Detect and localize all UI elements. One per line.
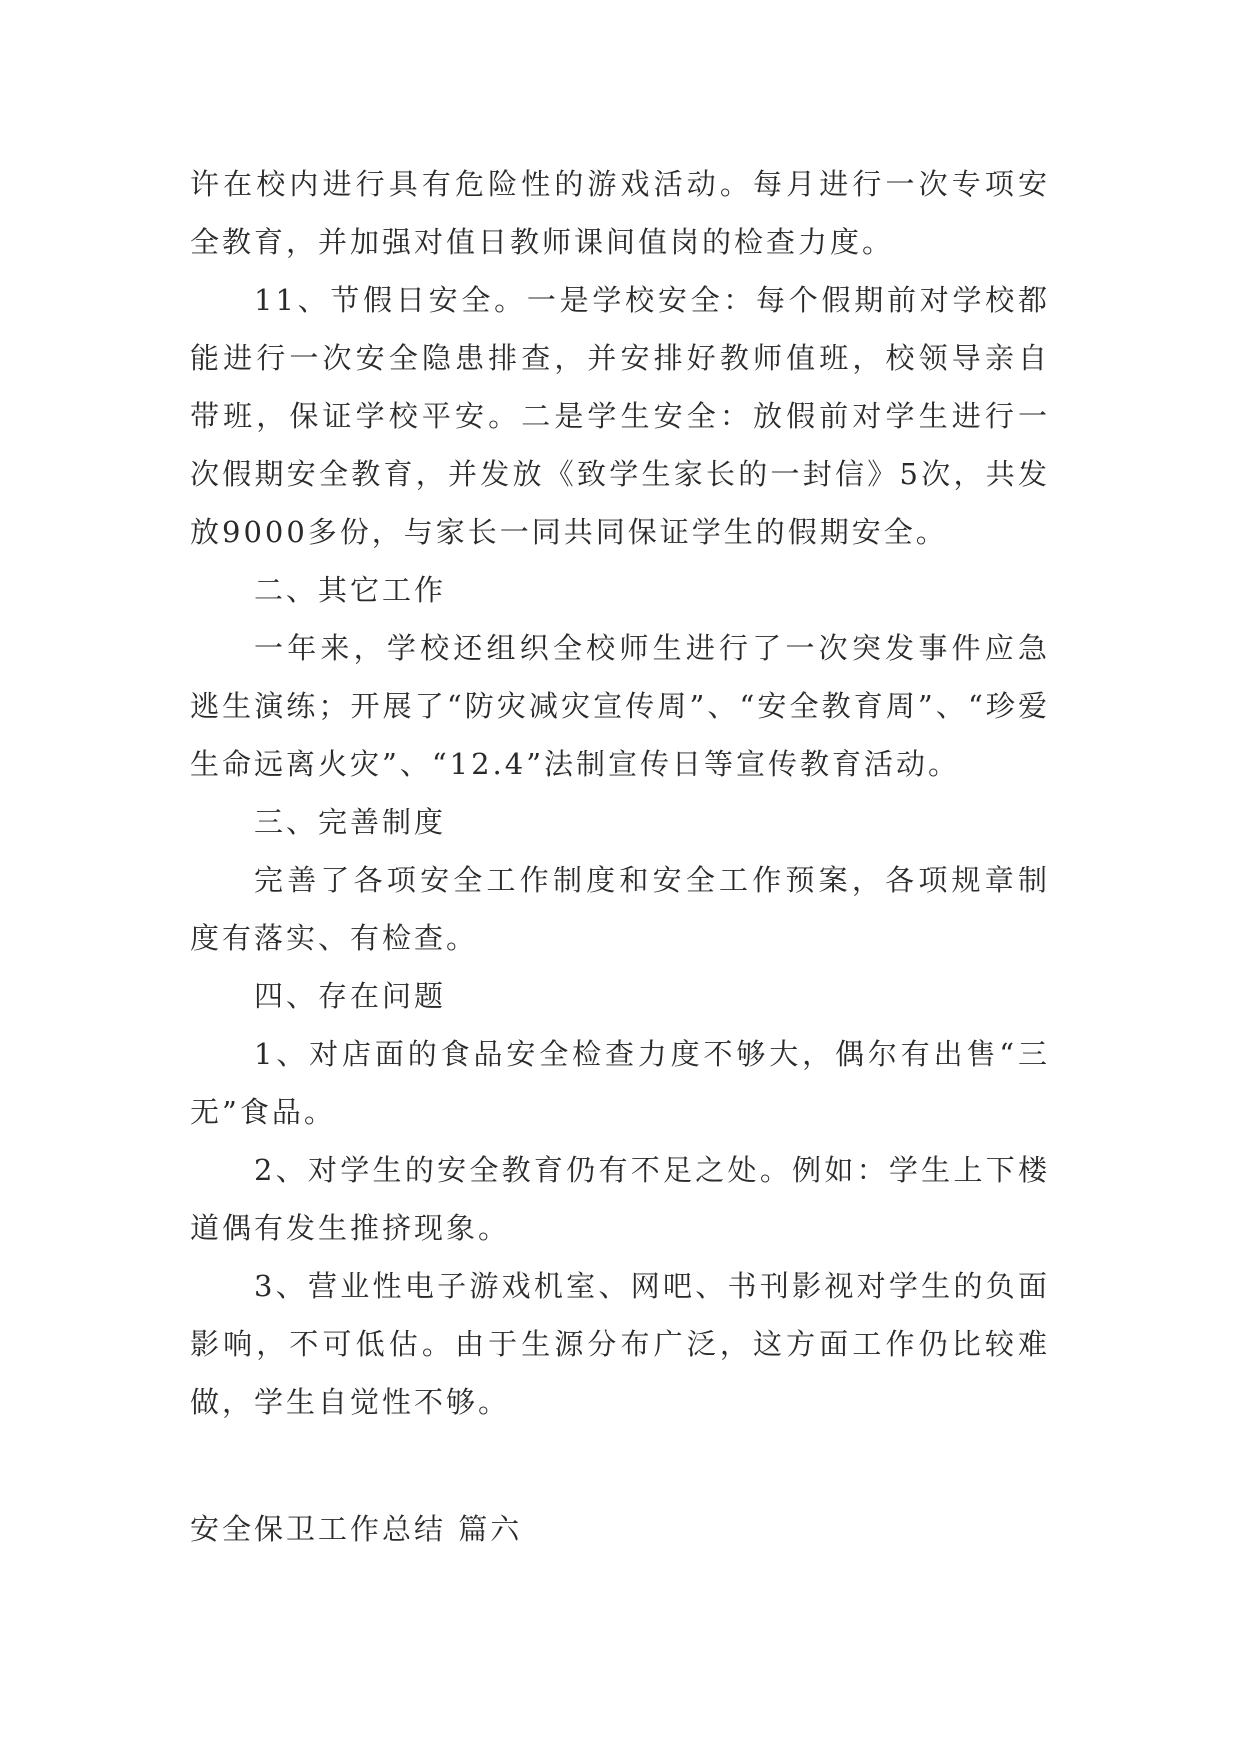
problem-item-2: 2、对学生的安全教育仍有不足之处。例如：学生上下楼道偶有发生推挤现象。 xyxy=(190,1153,1050,1245)
paragraph-2: 11、节假日安全。一是学校安全：每个假期前对学校都能进行一次安全隐患排查，并安排好教师值班，校领导亲自带班，保证学校平安。二是学生安全：放假前对学生进行一次假期安全教育，并发放《致学生家长的一封信》5次，共发放9000多份，与家长一同共同保证学生的假期安全。 xyxy=(190,283,1050,549)
heading-other-work: 二、其它工作 xyxy=(254,573,447,607)
paragraph-4: 完善了各项安全工作制度和安全工作预案，各项规章制度有落实、有检查。 xyxy=(190,863,1050,955)
heading-existing-problems: 四、存在问题 xyxy=(254,979,447,1013)
document-body xyxy=(190,155,1050,1431)
heading-improve-system: 三、完善制度 xyxy=(254,805,447,839)
problem-item-1: 1、对店面的食品安全检查力度不够大，偶尔有出售“三无”食品。 xyxy=(190,1037,1050,1129)
problem-item-3: 3、营业性电子游戏机室、网吧、书刊影视对学生的负面影响，不可低估。由于生源分布广泛，这方面工作仍比较难做，学生自觉性不够。 xyxy=(190,1269,1050,1419)
paragraph-3: 一年来，学校还组织全校师生进行了一次突发事件应急逃生演练；开展了“防灾减灾宣传周”、“安全教育周”、“珍爱生命远离火灾”、“12.4”法制宣传日等宣传教育活动。 xyxy=(190,631,1050,781)
paragraph-1: 许在校内进行具有危险性的游戏活动。每月进行一次专项安全教育，并加强对值日教师课间值岗的检查力度。 xyxy=(190,167,1050,259)
section-title: 安全保卫工作总结 篇六 xyxy=(190,1512,523,1546)
